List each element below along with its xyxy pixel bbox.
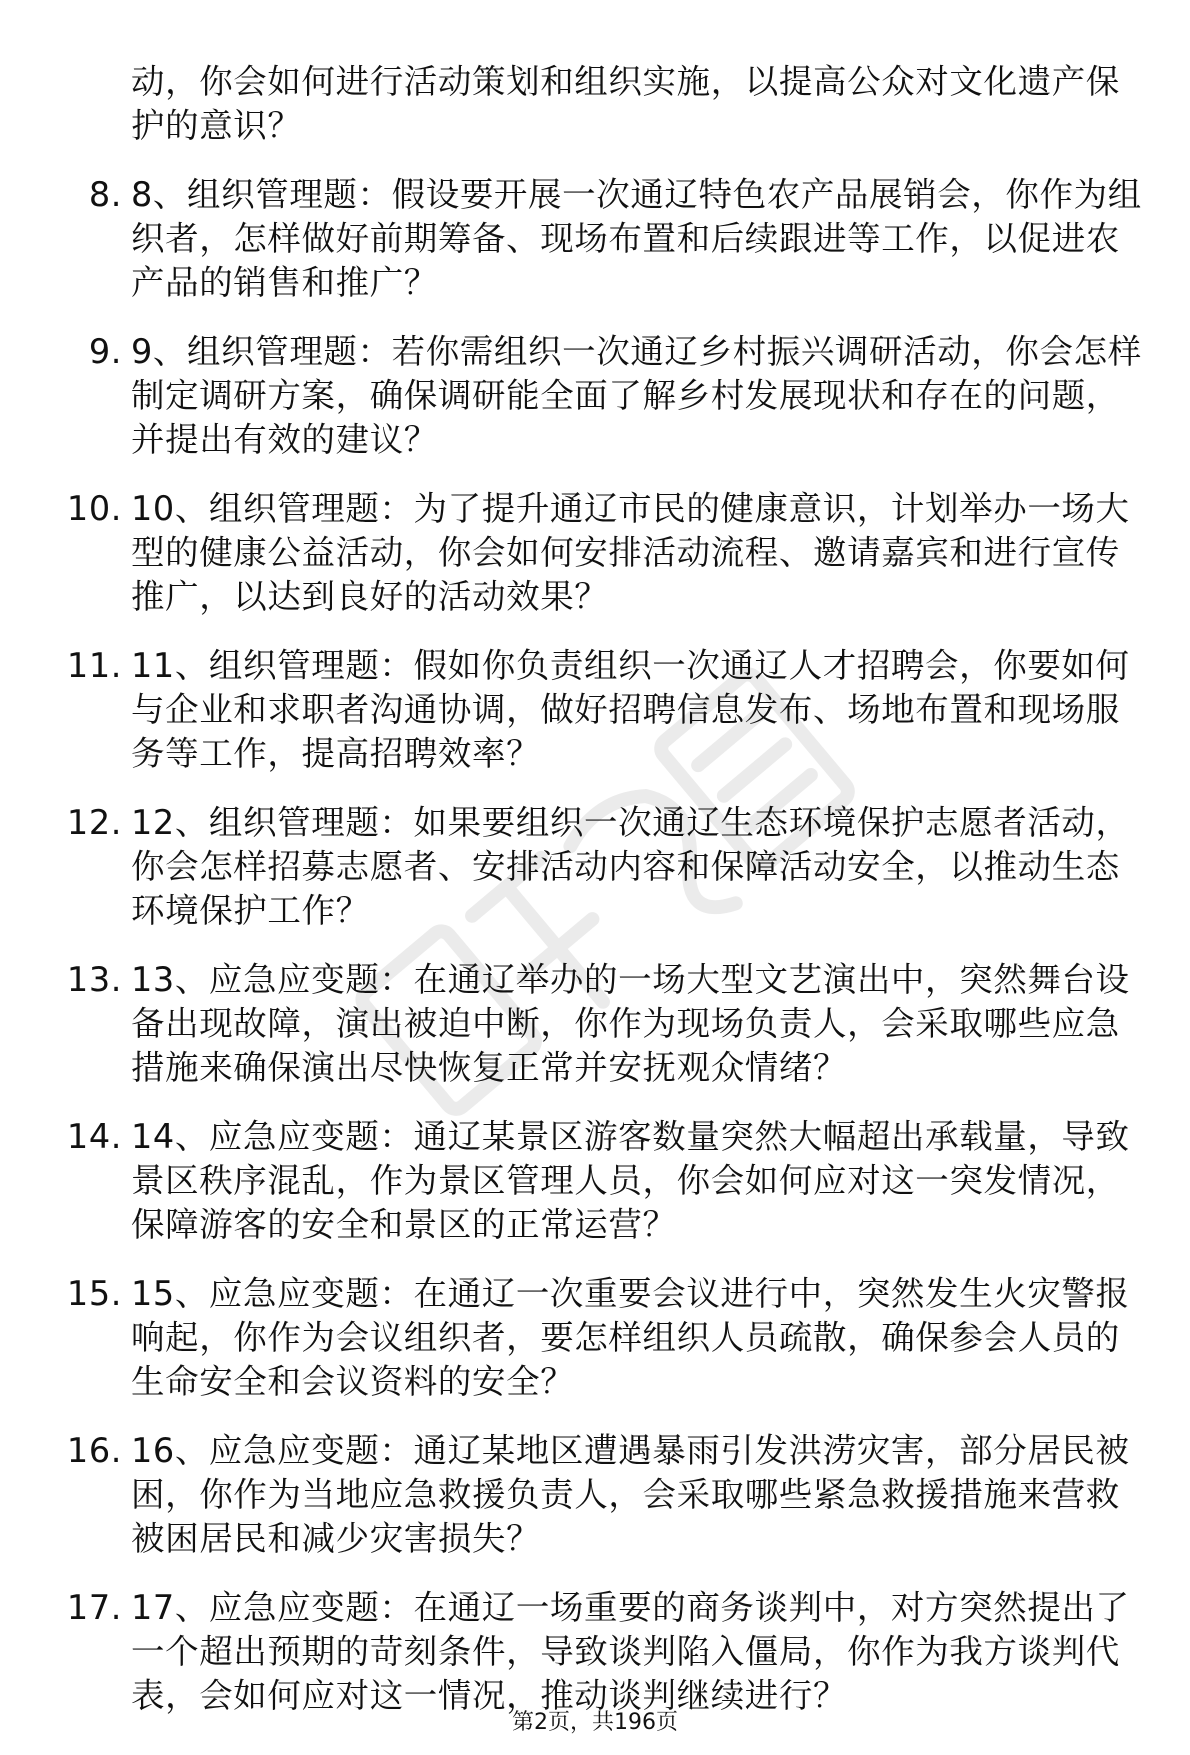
question-number: 12. <box>66 803 122 842</box>
question-number: 17. <box>66 1588 122 1627</box>
question-item <box>0 487 1190 619</box>
page-content <box>0 60 1190 1718</box>
question-text: 13、应急应变题：在通辽举办的一场大型文艺演出中，突然舞台设备出现故障，演出被迫中断，你作为现场负责人，会采取哪些应急措施来确保演出尽快恢复正常并安抚观众情绪？ <box>131 960 1130 1087</box>
question-number: 14. <box>66 1117 122 1156</box>
question-item <box>0 1272 1190 1404</box>
question-number: 11. <box>66 646 122 685</box>
question-text: 8、组织管理题：假设要开展一次通辽特色农产品展销会，你作为组织者，怎样做好前期筹备、现场布置和后续跟进等工作，以促进农产品的销售和推广？ <box>131 175 1142 302</box>
continued-question-text: 动，你会如何进行活动策划和组织实施，以提高公众对文化遗产保护的意识？ <box>131 62 1120 145</box>
question-item <box>0 1429 1190 1561</box>
question-text: 12、组织管理题：如果要组织一次通辽生态环境保护志愿者活动，你会怎样招募志愿者、安排活动内容和保障活动安全，以推动生态环境保护工作？ <box>131 803 1130 930</box>
question-list <box>0 173 1190 1718</box>
question-number: 13. <box>66 960 122 999</box>
question-item <box>0 1115 1190 1247</box>
question-item <box>0 958 1190 1090</box>
question-item <box>0 330 1190 462</box>
question-number: 16. <box>66 1431 122 1470</box>
question-text: 16、应急应变题：通辽某地区遭遇暴雨引发洪涝灾害，部分居民被困，你作为当地应急救援负责人，会采取哪些紧急救援措施来营救被困居民和减少灾害损失？ <box>131 1431 1130 1558</box>
question-item <box>0 801 1190 933</box>
question-text: 11、组织管理题：假如你负责组织一次通辽人才招聘会，你要如何与企业和求职者沟通协调，做好招聘信息发布、场地布置和现场服务等工作，提高招聘效率？ <box>131 646 1130 773</box>
question-number: 10. <box>66 489 122 528</box>
question-text: 15、应急应变题：在通辽一次重要会议进行中，突然发生火灾警报响起，你作为会议组织者，要怎样组织人员疏散，确保参会人员的生命安全和会议资料的安全？ <box>131 1274 1130 1401</box>
question-item <box>0 1586 1190 1718</box>
question-number: 8. <box>88 175 122 214</box>
question-text: 9、组织管理题：若你需组织一次通辽乡村振兴调研活动，你会怎样制定调研方案，确保调研能全面了解乡村发展现状和存在的问题，并提出有效的建议？ <box>131 332 1142 459</box>
question-item <box>0 173 1190 305</box>
page-footer: 第2页，共196页 <box>512 1710 678 1735</box>
question-text: 10、组织管理题：为了提升通辽市民的健康意识，计划举办一场大型的健康公益活动，你会如何安排活动流程、邀请嘉宾和进行宣传推广，以达到良好的活动效果？ <box>131 489 1130 616</box>
question-number: 9. <box>88 332 122 371</box>
question-text: 17、应急应变题：在通辽一场重要的商务谈判中，对方突然提出了一个超出预期的苛刻条件，导致谈判陷入僵局，你作为我方谈判代表，会如何应对这一情况，推动谈判继续进行？ <box>131 1588 1130 1715</box>
question-item <box>0 644 1190 776</box>
question-number: 15. <box>66 1274 122 1313</box>
question-text: 14、应急应变题：通辽某景区游客数量突然大幅超出承载量，导致景区秩序混乱，作为景区管理人员，你会如何应对这一突发情况，保障游客的安全和景区的正常运营？ <box>131 1117 1130 1244</box>
